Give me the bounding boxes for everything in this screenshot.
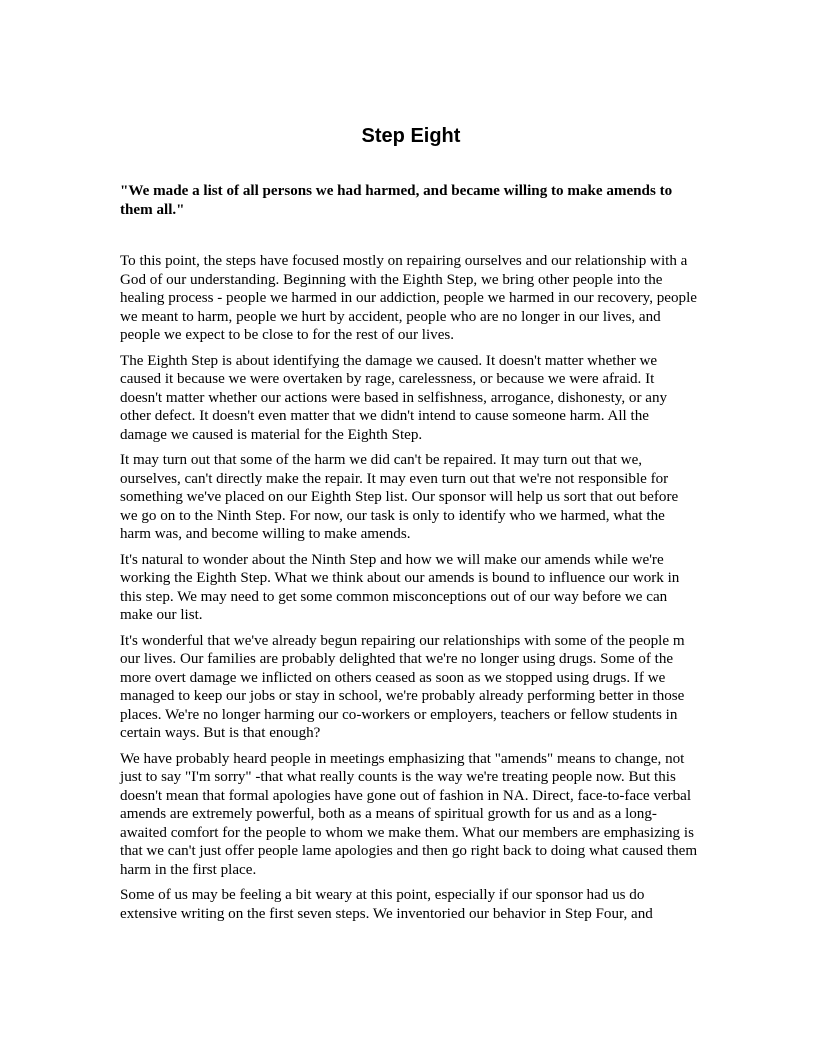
paragraph: We have probably heard people in meetings emphasizing that "amends" means to change, not just to say "I'm sorry" -that what really counts is the way we're treating people now. But this doesn't mean that formal apologies have gone out of fashion in NA. Direct, face-to-face verbal amends are extremely powerful, both as a means of spiritual growth for us and as a long-awaited comfort for the people to whom we make them. What our members are emphasizing is that we can't just offer people lame apologies and then go right back to doing what caused them harm in the first place. — [120, 750, 698, 878]
paragraph: It's natural to wonder about the Ninth Step and how we will make our amends while we're working the Eighth Step. What we think about our amends is bound to influence our work in this step. We may need to get some common misconceptions out of our way before we can make our list. — [120, 551, 680, 623]
paragraph: Some of us may be feeling a bit weary at this point, especially if our sponsor had us do extensive writing on the first seven steps. We inventoried our behavior in Step Four, and — [120, 887, 653, 922]
paragraph: It may turn out that some of the harm we did can't be repaired. It may turn out that we, ourselves, can't directly make the repair. It may even turn out that we're not responsible for something we've placed on our Eighth Step list. Our sponsor will help us sort that out before we go on to the Ninth Step. For now, our task is only to identify who we harmed, what the harm was, and become willing to make amends. — [120, 452, 679, 542]
paragraph: It's wonderful that we've already begun repairing our relationships with some of the people m our lives. Our families are probably delighted that we're no longer using drugs. Some of the more overt damage we inflicted on others ceased as soon as we stopped using drugs. If we managed to keep our jobs or stay in school, we're probably already performing better in those places. We're no longer harming our co-workers or employers, teachers or fellow students in certain ways. But is that enough? — [120, 632, 685, 741]
paragraph: To this point, the steps have focused mostly on repairing ourselves and our relationship with a God of our understanding. Beginning with the Eighth Step, we bring other people into the healing process - people we harmed in our addiction, people we harmed in our recovery, people we meant to harm, people we hurt by accident, people who are no longer in our lives, and people we expect to be close to for the rest of our lives. — [120, 253, 697, 343]
page-title: Step Eight — [361, 125, 461, 147]
paragraph: The Eighth Step is about identifying the damage we caused. It doesn't matter whether we caused it because we were overtaken by rage, carelessness, or because we were afraid. It doesn't matter whether our actions were based in selfishness, arrogance, dishonesty, or any other defect. It doesn't even matter that we didn't intend to cause someone harm. All the damage we caused is material for the Eighth Step. — [120, 352, 668, 443]
document-page — [120, 120, 698, 930]
step-quote: "We made a list of all persons we had harmed, and became willing to make amends to them all." — [120, 183, 673, 218]
